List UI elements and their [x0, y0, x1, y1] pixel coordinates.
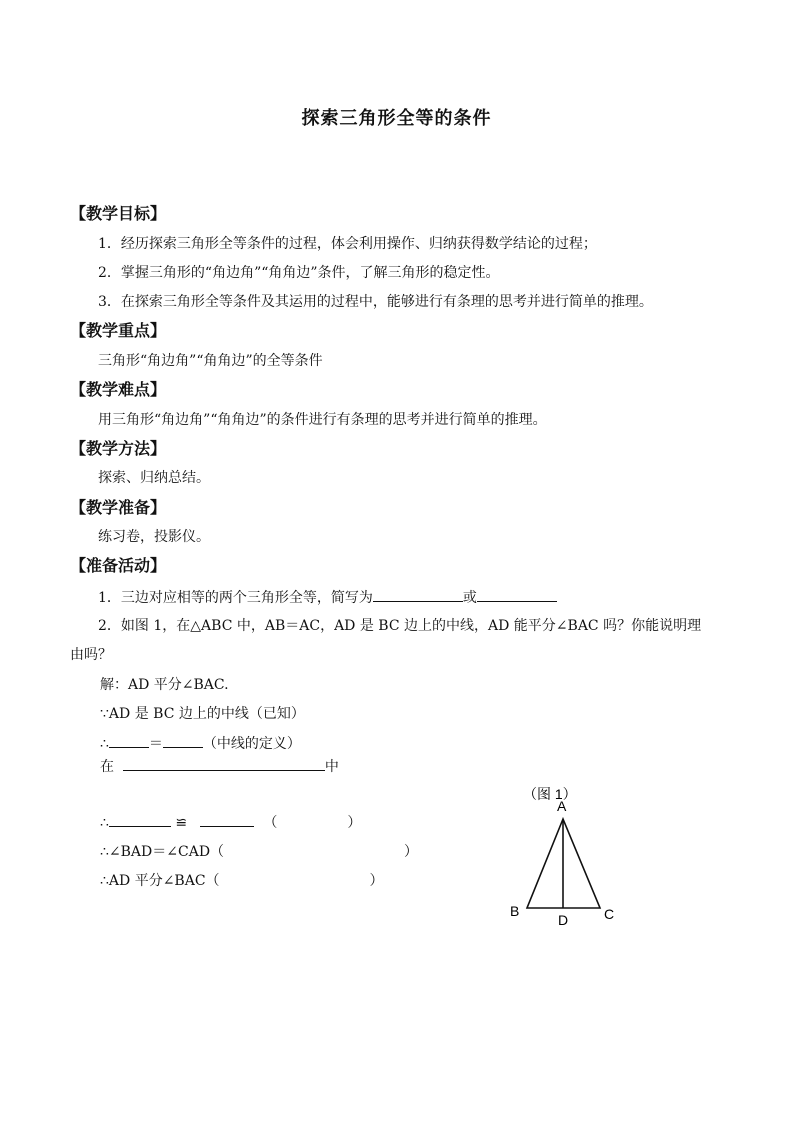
key-points-text: 三角形“角边角”“角角边”的全等条件 — [98, 353, 323, 369]
step-2-blank-right[interactable] — [163, 734, 203, 748]
solution-step-3 — [100, 757, 339, 776]
step-4-paren-open: （ — [263, 815, 278, 831]
difficulties-text: 用三角形“角边角”“角角边”的条件进行有条理的思考并进行简单的推理。 — [98, 412, 547, 428]
step-5-text: ∴∠BAD＝∠CAD（ — [100, 844, 225, 860]
step-6-text: ∴AD 平分∠BAC（ — [100, 873, 220, 889]
solution-intro: 解：AD 平分∠BAC. — [100, 677, 229, 693]
step-2-reason: （中线的定义） — [202, 736, 301, 752]
objective-item-3: 3．在探索三角形全等条件及其运用的过程中，能够进行有条理的思考并进行简单的推理。 — [98, 294, 653, 310]
vertex-label-a: A — [557, 798, 567, 814]
step-3-suffix: 中 — [324, 759, 339, 775]
vertex-label-b: B — [510, 903, 520, 919]
question-2-line-2: 由吗？ — [70, 647, 112, 663]
preparation-text: 练习卷，投影仪。 — [98, 529, 210, 545]
figure-caption: （图 1） — [523, 786, 577, 802]
step-2-equals: ＝ — [148, 736, 163, 752]
question-2-line-1: 2．如图 1，在△ABC 中，AB＝AC，AD 是 BC 边上的中线，AD 能平分∠BAC 吗？你能说明理 — [98, 618, 702, 634]
answer-blank-1[interactable] — [373, 588, 463, 602]
solution-step-5 — [100, 843, 418, 861]
objective-item-2: 2．掌握三角形的“角边角”“角角边”条件，了解三角形的稳定性。 — [98, 265, 500, 281]
question-1 — [98, 588, 557, 607]
point-label-d: D — [558, 912, 569, 928]
answer-blank-2[interactable] — [477, 588, 557, 602]
step-4-paren-close: ） — [347, 815, 362, 831]
solution-step-2 — [100, 734, 301, 753]
step-5-paren-close: ） — [404, 844, 419, 860]
objective-item-1: 1．经历探索三角形全等条件的过程，体会利用操作、归纳获得数学结论的过程； — [98, 236, 597, 252]
solution-step-4 — [100, 813, 361, 832]
step-3-prefix: 在 — [100, 759, 114, 775]
step-4-blank-left[interactable] — [109, 813, 171, 827]
methods-heading: 【教学方法】 — [70, 439, 167, 458]
step-3-blank[interactable] — [123, 757, 325, 771]
preparation-heading: 【教学准备】 — [70, 498, 167, 517]
step-4-prefix: ∴ — [100, 815, 109, 831]
solution-step-6 — [100, 872, 384, 890]
step-6-paren-close: ） — [369, 873, 384, 889]
objectives-heading: 【教学目标】 — [70, 204, 167, 223]
methods-text: 探索、归纳总结。 — [98, 470, 210, 486]
vertex-label-c: C — [604, 906, 615, 922]
step-2-prefix: ∴ — [100, 736, 109, 752]
solution-step-1: ∵AD 是 BC 边上的中线（已知） — [100, 706, 305, 722]
question-1-or: 或 — [462, 590, 477, 606]
triangle-figure — [505, 783, 625, 933]
activity-heading: 【准备活动】 — [70, 556, 167, 575]
step-2-blank-left[interactable] — [109, 734, 149, 748]
page-title: 探索三角形全等的条件 — [301, 108, 492, 129]
difficulties-heading: 【教学难点】 — [70, 380, 167, 399]
step-4-congruent: ≌ — [175, 815, 188, 831]
key-points-heading: 【教学重点】 — [70, 321, 167, 340]
step-4-blank-right[interactable] — [200, 813, 254, 827]
question-1-text: 1．三边对应相等的两个三角形全等，简写为 — [98, 590, 373, 606]
